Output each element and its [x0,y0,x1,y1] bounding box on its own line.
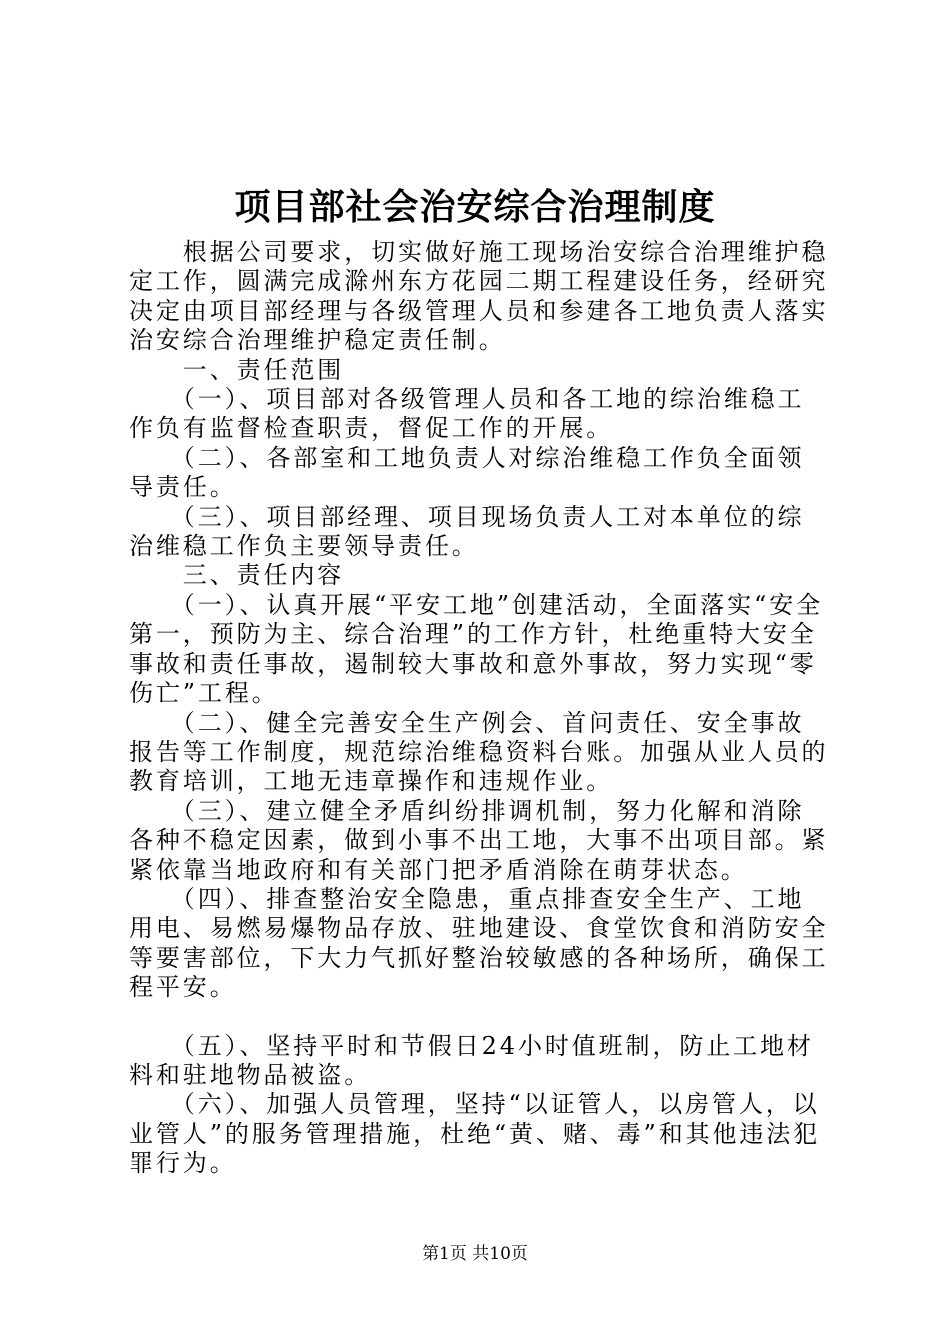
paragraph-gap [129,1003,831,1032]
content-item-3: （三）、建立健全矛盾纠纷排调机制，努力化解和消除各种不稳定因素，做到小事不出工地，大事不出项目部。紧紧依靠当地政府和有关部门把矛盾消除在萌芽状态。 [129,796,829,884]
document-body [129,238,831,1179]
content-item-4: （四）、排查整治安全隐患，重点排查安全生产、工地用电、易燃易爆物品存放、驻地建设、食堂饮食和消防安全等要害部位，下大力气抓好整治较敏感的各种场所，确保工程平安。 [129,884,829,1002]
content-item-5: （五）、坚持平时和节假日24小时值班制，防止工地材料和驻地物品被盗。 [129,1031,814,1089]
scope-item-2: （二）、各部室和工地负责人对综治维稳工作负全面领导责任。 [129,443,805,502]
intro-paragraph: 根据公司要求，切实做好施工现场治安综合治理维护稳定工作，圆满完成滁州东方花园二期工程建设任务，经研究决定由项目部经理与各级管理人员和参建各工地负责人落实治安综合治理维护稳定责任制。 [129,238,829,355]
section-heading-responsibility-content: 三、责任内容 [129,561,345,590]
scope-item-3: （三）、项目部经理、项目现场负责人工对本单位的综治维稳工作负主要领导责任。 [129,502,805,561]
content-item-1: （一）、认真开展“平安工地”创建活动，全面落实“安全第一，预防为主、综合治理”的工作方针，杜绝重特大安全事故和责任事故，遏制较大事故和意外事故，努力实现“零伤亡”工程。 [129,590,824,708]
scope-item-1: （一）、项目部对各级管理人员和各工地的综治维稳工作负有监督检查职责，督促工作的开展。 [129,385,805,443]
section-heading-responsibility-scope: 一、责任范围 [129,355,345,384]
content-item-2: （二）、健全完善安全生产例会、首问责任、安全事故报告等工作制度，规范综治维稳资料台账。加强从业人员的教育培训，工地无违章操作和违规作业。 [129,708,829,796]
content-item-6: （六）、加强人员管理，坚持“以证管人，以房管人，以业管人”的服务管理措施，杜绝“黄、赌、毒”和其他违法犯罪行为。 [129,1090,821,1178]
document-title: 项目部社会治安综合治理制度 [234,186,716,228]
page-footer: 第1页 共10页 [422,1244,528,1264]
